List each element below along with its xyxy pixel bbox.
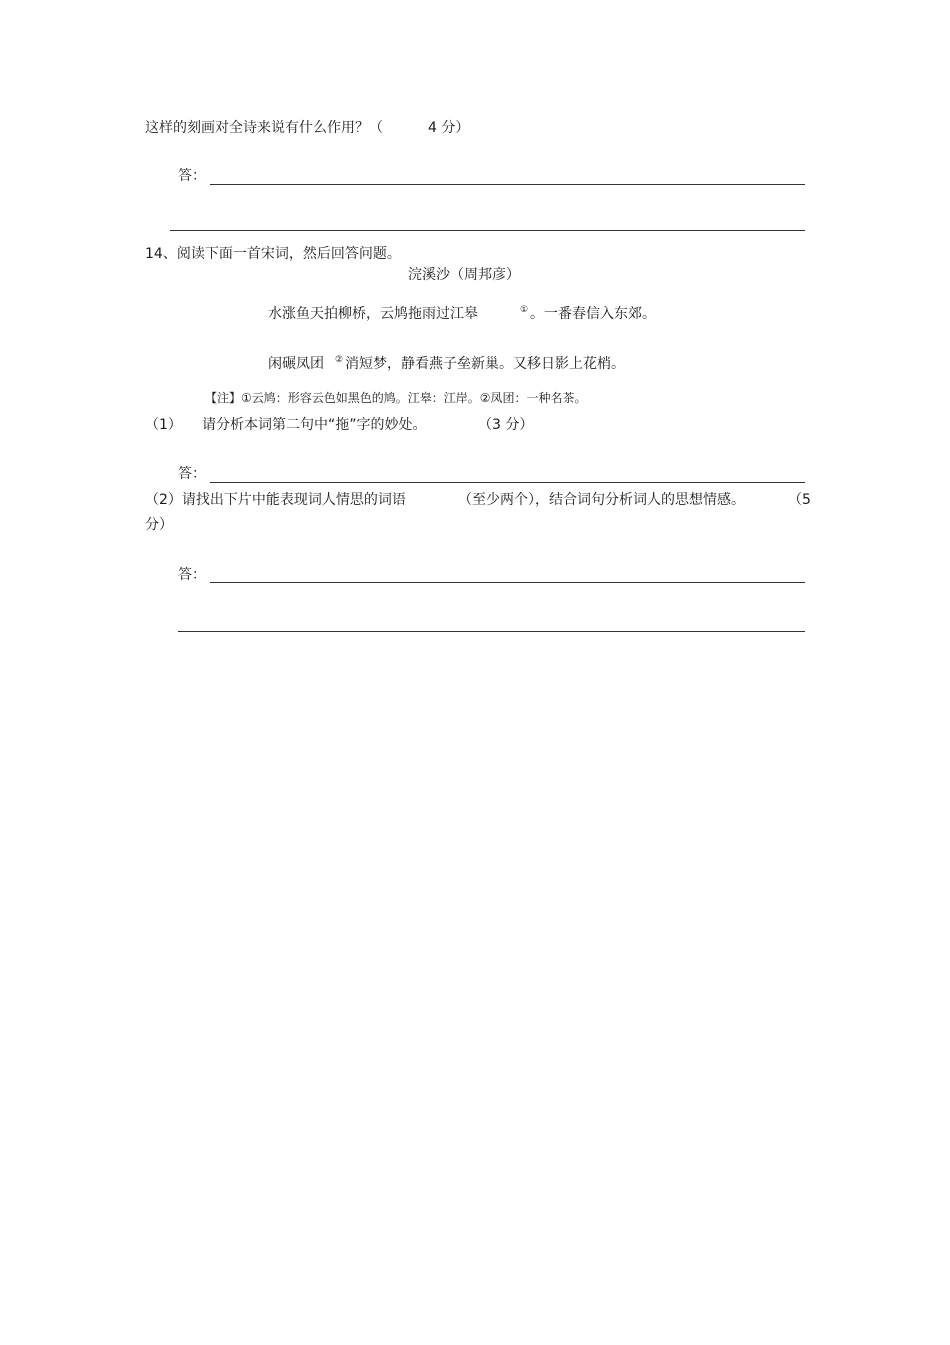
footnote-mark-2: ②: [335, 355, 344, 365]
sub-question-1-score: （3 分）: [478, 417, 534, 433]
answer-line[interactable]: [210, 184, 805, 185]
sub-question-2-text: （2）请找出下片中能表现词人情思的词语: [145, 492, 406, 508]
question-14-intro: 14、阅读下面一首宋词，然后回答问题。: [145, 246, 401, 262]
answer-line[interactable]: [210, 582, 805, 583]
sub-question-2-mid: （至少两个），结合词句分析词人的思想情感。: [458, 492, 745, 508]
sub-question-2-score-b: 分）: [145, 517, 173, 533]
sub-question-2-score-a: （5: [788, 492, 811, 508]
question-13-score: 4 分）: [428, 120, 470, 136]
sub-question-1-text: 请分析本词第二句中“拖”字的妙处。: [202, 417, 427, 433]
answer-line[interactable]: [170, 230, 805, 231]
poem-title: 浣溪沙（周邦彦）: [408, 267, 520, 283]
poem-line-2b: 消短梦，静看燕子垒新巢。又移日影上花梢。: [345, 356, 625, 372]
poem-line-1b: 。一番春信入东郊。: [530, 306, 656, 322]
answer-label: 答：: [178, 567, 206, 583]
footnote-mark-1: ①: [520, 305, 529, 315]
answer-line[interactable]: [210, 482, 805, 483]
sub-question-1-number: （1）: [145, 417, 182, 433]
poem-line-1a: 水涨鱼天拍柳桥，云鸠拖雨过江皋: [268, 306, 478, 322]
answer-line[interactable]: [178, 631, 805, 632]
poem-line-2a: 闲碾凤团: [268, 356, 324, 372]
answer-label: 答：: [178, 168, 206, 184]
answer-label: 答：: [178, 466, 206, 482]
question-13-tail: 这样的刻画对全诗来说有什么作用？（: [145, 120, 383, 136]
poem-note: 【注】①云鸠：形容云色如黑色的鸠。江皋：江岸。②凤团：一种名茶。: [205, 391, 587, 405]
